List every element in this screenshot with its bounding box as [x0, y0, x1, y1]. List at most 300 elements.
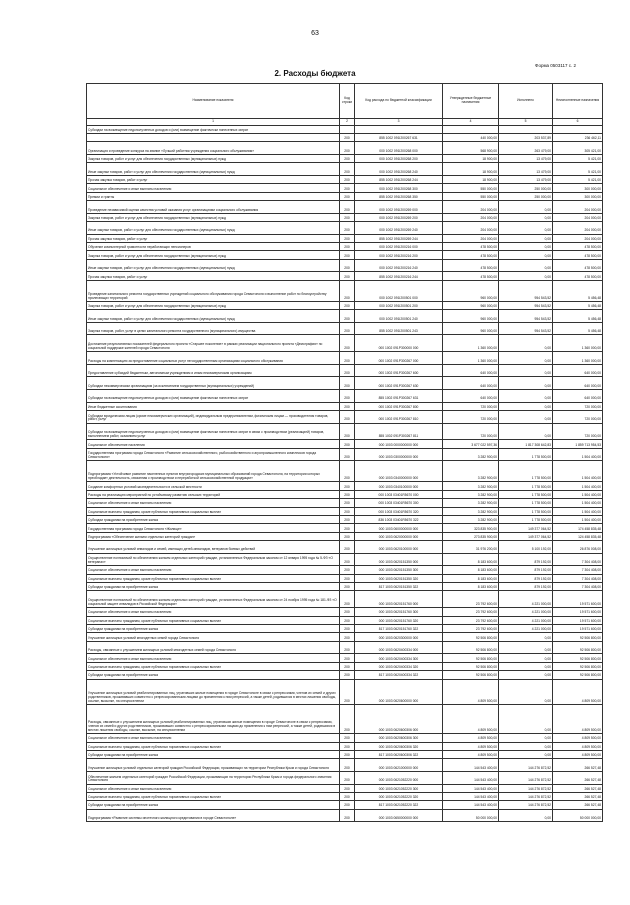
budget-class-code: 000 1003 0300000000 000 — [355, 448, 443, 461]
table-row — [87, 633, 603, 641]
row-name: Субсидии гражданам на приобретение жилья — [87, 801, 340, 809]
table-row — [87, 142, 603, 155]
row-name: Субсидии на возмещение недополученных доходов и (или) возмещение фактически понесенных затрат в связи с производством (реализацией) товаров, выполнением работ, оказанием услуг — [87, 423, 340, 440]
table-row — [87, 133, 603, 141]
executed-amount: 879 192,00 — [499, 574, 553, 582]
row-code: 200 — [340, 280, 355, 301]
executed-amount: 0,00 — [499, 662, 553, 670]
executed-amount: 149 377 064,52 — [499, 524, 553, 532]
table-row — [87, 175, 603, 183]
executed-amount: 4 221 000,00 — [499, 608, 553, 616]
budget-class-code: 855 1002 091P300267 631 — [355, 389, 443, 402]
budget-class-code: 000 1002 091I200269 200 — [355, 213, 443, 221]
row-code: 200 — [340, 671, 355, 679]
approved-amount: 960 000,00 — [443, 322, 499, 335]
table-row — [87, 608, 603, 616]
row-code: 200 — [340, 541, 355, 554]
table-row — [87, 784, 603, 792]
table-row — [87, 750, 603, 758]
approved-amount: 3 282 900,00 — [443, 507, 499, 515]
unexecuted-amount: 1 504 400,00 — [553, 490, 603, 498]
header-unexecuted: Неисполненные назначения — [553, 84, 603, 119]
executed-amount: 0,00 — [499, 734, 553, 742]
unexecuted-amount: 1 504 400,00 — [553, 448, 603, 461]
approved-amount: 4 809 500,00 — [443, 679, 499, 704]
budget-class-code: 000 1003 0620151350 300 — [355, 566, 443, 574]
executed-amount: 4 221 000,00 — [499, 625, 553, 633]
table-row — [87, 662, 603, 670]
row-name: Улучшение жилищных условий реабилитированных лиц, утративших жилые помещения в городе Севастополе в связи с репрессиями, членов их семей и других родственников, проживавших совместно с репрессированными лицами до применения к ним репрессий, а также детей, родившихся в местах лишения свободы, ссылке, высылке, на спецпоселении — [87, 679, 340, 704]
row-name: Улучшение жилищных условий отдельных категорий граждан Российской Федерации, проживающих на территории Республики Крым и города Севастополя — [87, 759, 340, 772]
unexecuted-amount: 7 304 408,00 — [553, 553, 603, 566]
executed-amount: 4 221 000,00 — [499, 616, 553, 624]
row-code: 200 — [340, 641, 355, 654]
row-code: 200 — [340, 175, 355, 183]
row-code: 200 — [340, 301, 355, 309]
approved-amount: 18 900,00 — [443, 154, 499, 162]
row-name: Субсидии на возмещение недополученных доходов и (или) возмещение фактически понесенных затрат — [87, 389, 340, 402]
unexecuted-amount: 204 000,00 — [553, 213, 603, 221]
unexecuted-amount: 478 500,00 — [553, 243, 603, 251]
row-code: 200 — [340, 566, 355, 574]
unexecuted-amount: 1 360 000,00 — [553, 335, 603, 352]
table-row — [87, 125, 603, 133]
row-name: Социальное обеспечение населения — [87, 440, 340, 448]
approved-amount: 144 543 400,00 — [443, 801, 499, 809]
row-name: Обеспечение жильем отдельных категорий граждан Российской Федерации, проживающих на территории Республики Крым и города федерального значения Севастополя — [87, 771, 340, 784]
unexecuted-amount: 266 527,48 — [553, 784, 603, 792]
row-code: 200 — [340, 662, 355, 670]
table-row — [87, 377, 603, 390]
unexecuted-amount: 124 458 835,48 — [553, 532, 603, 540]
row-name: Социальное обеспечение и иные выплаты населению — [87, 184, 340, 192]
budget-class-code: 000 1003 0621000000 000 — [355, 759, 443, 772]
approved-amount: 3 677 022 597,36 — [443, 440, 499, 448]
table-row — [87, 532, 603, 540]
executed-amount: 0,00 — [499, 402, 553, 410]
table-row — [87, 272, 603, 280]
row-name: Социальное обеспечение и иные выплаты населению — [87, 608, 340, 616]
approved-amount: 8 183 600,00 — [443, 574, 499, 582]
unexecuted-amount: 478 500,00 — [553, 251, 603, 259]
approved-amount: 92 506 800,00 — [443, 654, 499, 662]
row-name: Субсидии юридическим лицам (кроме некоммерческих организаций), индивидуальным предпринимателям, физическим лицам — производителям товаров, работ, услуг — [87, 410, 340, 423]
row-name: Иные закупки товаров, работ и услуг для обеспечения государственных (муниципальных) нужд — [87, 163, 340, 176]
row-name: Прочая закупка товаров, работ и услуг — [87, 272, 340, 280]
executed-amount: 144 276 872,52 — [499, 759, 553, 772]
executed-amount: 144 276 872,52 — [499, 801, 553, 809]
budget-class-code: 000 1002 091I200268 000 — [355, 142, 443, 155]
row-name: Проведение независимой оценки качества условий оказания услуг организациями социального обслуживания — [87, 201, 340, 214]
executed-amount: 0,00 — [499, 272, 553, 280]
approved-amount: 50 000 000,00 — [443, 809, 499, 822]
approved-amount: 550 000,00 — [443, 192, 499, 200]
unexecuted-amount: 1 504 400,00 — [553, 461, 603, 482]
executed-amount: 1 778 500,00 — [499, 515, 553, 523]
budget-class-code: 000 1003 0620400334 320 — [355, 662, 443, 670]
budget-class-code: 817 1003 0620151350 322 — [355, 583, 443, 591]
executed-amount: 0,00 — [499, 213, 553, 221]
table-row — [87, 507, 603, 515]
unexecuted-amount: 5 456,48 — [553, 301, 603, 309]
row-code: 200 — [340, 759, 355, 772]
unexecuted-amount: 7 304 408,00 — [553, 574, 603, 582]
approved-amount: 204 000,00 — [443, 201, 499, 214]
table-row — [87, 771, 603, 784]
executed-amount: 0,00 — [499, 654, 553, 662]
table-row — [87, 163, 603, 176]
row-code: 200 — [340, 704, 355, 733]
unexecuted-amount: 92 506 800,00 — [553, 641, 603, 654]
budget-class-code: 000 1003 0620300000 000 — [355, 633, 443, 641]
row-code: 200 — [340, 234, 355, 242]
executed-amount: 0,00 — [499, 750, 553, 758]
table-row — [87, 243, 603, 251]
row-name: Обучение компьютерной грамотности неработающих пенсионеров — [87, 243, 340, 251]
row-code: 200 — [340, 423, 355, 440]
approved-amount: 640 000,00 — [443, 377, 499, 390]
executed-amount: 0,00 — [499, 809, 553, 822]
executed-amount: 149 377 064,52 — [499, 532, 553, 540]
budget-class-code: 000 1002 091I200268 200 — [355, 154, 443, 162]
unexecuted-amount: 1 360 000,00 — [553, 352, 603, 365]
approved-amount: 478 500,00 — [443, 259, 499, 272]
page-number: 63 — [311, 30, 319, 37]
budget-class-code: 000 1003 0620600306 320 — [355, 742, 443, 750]
approved-amount: 31 976 200,00 — [443, 541, 499, 554]
row-name — [87, 133, 340, 141]
section-title: 2. Расходы бюджета — [274, 69, 356, 78]
row-code: 200 — [340, 222, 355, 235]
table-row — [87, 490, 603, 498]
budget-class-code: 000 1002 091I200268 240 — [355, 163, 443, 176]
executed-amount: 954 543,52 — [499, 310, 553, 323]
row-code: 200 — [340, 801, 355, 809]
approved-amount: 3 282 900,00 — [443, 515, 499, 523]
table-row — [87, 440, 603, 448]
row-name: Социальное обеспечение и иные выплаты населению — [87, 784, 340, 792]
table-row — [87, 574, 603, 582]
row-code: 200 — [340, 784, 355, 792]
table-row — [87, 583, 603, 591]
executed-amount: 879 192,00 — [499, 553, 553, 566]
unexecuted-amount: 92 506 800,00 — [553, 654, 603, 662]
approved-amount: 3 282 900,00 — [443, 448, 499, 461]
executed-amount: 1 778 500,00 — [499, 482, 553, 490]
executed-amount: 1 817 308 642,83 — [499, 440, 553, 448]
row-code: 200 — [340, 583, 355, 591]
unexecuted-amount: 640 000,00 — [553, 377, 603, 390]
row-code: 200 — [340, 154, 355, 162]
table-row — [87, 154, 603, 162]
unexecuted-amount: 478 500,00 — [553, 272, 603, 280]
approved-amount: 8 183 600,00 — [443, 583, 499, 591]
executed-amount: 13 479,00 — [499, 154, 553, 162]
budget-class-code: 855 1002 091I200268 244 — [355, 175, 443, 183]
budget-class-code: 000 1003 0620600000 000 — [355, 679, 443, 704]
unexecuted-amount: 1 859 713 954,53 — [553, 440, 603, 448]
unexecuted-amount: 204 000,00 — [553, 234, 603, 242]
executed-amount: 0,00 — [499, 234, 553, 242]
budget-class-code: 000 1002 091I200501 000 — [355, 280, 443, 301]
row-name: Расходы на компенсацию за предоставление социальных услуг негосударственным организациям социального обслуживания — [87, 352, 340, 365]
budget-class-code: 000 1003 0621052220 320 — [355, 792, 443, 800]
row-name: Социальное обеспечение и иные выплаты населению — [87, 654, 340, 662]
approved-amount: 23 792 600,00 — [443, 608, 499, 616]
unexecuted-amount: 92 506 800,00 — [553, 662, 603, 670]
table-row — [87, 809, 603, 822]
approved-amount: 720 000,00 — [443, 402, 499, 410]
unexecuted-amount: 50 000 000,00 — [553, 809, 603, 822]
budget-class-code: 000 1002 091P300267 630 — [355, 377, 443, 390]
budget-class-code: 000 1002 091I200269 000 — [355, 201, 443, 214]
executed-amount: 0,00 — [499, 704, 553, 733]
approved-amount: 204 000,00 — [443, 213, 499, 221]
executed-amount: 250 000,00 — [499, 192, 553, 200]
row-code: 200 — [340, 213, 355, 221]
table-row — [87, 251, 603, 259]
unexecuted-amount: 266 527,48 — [553, 792, 603, 800]
approved-amount: 23 792 600,00 — [443, 591, 499, 608]
approved-amount: 144 543 400,00 — [443, 792, 499, 800]
approved-amount: 4 809 500,00 — [443, 734, 499, 742]
unexecuted-amount: 204 000,00 — [553, 222, 603, 235]
row-code: 200 — [340, 410, 355, 423]
approved-amount: 144 543 400,00 — [443, 759, 499, 772]
executed-amount: 1 778 500,00 — [499, 448, 553, 461]
table-row — [87, 322, 603, 335]
table-row — [87, 625, 603, 633]
unexecuted-amount: 4 809 500,00 — [553, 734, 603, 742]
unexecuted-amount: 1 504 400,00 — [553, 499, 603, 507]
table-row — [87, 566, 603, 574]
row-name: Государственная программа города Севастополя «Жилище» — [87, 524, 340, 532]
unexecuted-amount: 92 506 800,00 — [553, 633, 603, 641]
unexecuted-amount: 204 000,00 — [553, 201, 603, 214]
row-name: Иные закупки товаров, работ и услуг для обеспечения государственных (муниципальных) нужд — [87, 310, 340, 323]
row-code: 200 — [340, 310, 355, 323]
row-name: Проведение капитального ремонта государственных учреждений социального обслуживания города Севастополя и выполнение работ по благоустройству прилегающих территорий — [87, 280, 340, 301]
row-name: Создание комфортных условий жизнедеятельности в сельской местности — [87, 482, 340, 490]
row-name: Премии и гранты — [87, 192, 340, 200]
row-code: 200 — [340, 742, 355, 750]
executed-amount: 144 276 872,52 — [499, 771, 553, 784]
budget-class-code: 000 1003 0621052220 000 — [355, 771, 443, 784]
header-class-code: Код расхода по бюджетной классификации — [355, 84, 443, 119]
table-row — [87, 499, 603, 507]
row-name: Иные закупки товаров, работ и услуг для обеспечения государственных (муниципальных) нужд — [87, 259, 340, 272]
executed-amount: 203 537,89 — [499, 133, 553, 141]
unexecuted-amount: 266 527,48 — [553, 801, 603, 809]
row-name: Предоставление субсидий бюджетным, автономным учреждениям и иным некоммерческим организациям — [87, 364, 340, 377]
budget-class-code: 000 1003 03401R5670 320 — [355, 507, 443, 515]
row-code: 200 — [340, 461, 355, 482]
budget-class-code: 000 1003 0620151760 000 — [355, 591, 443, 608]
row-code: 200 — [340, 163, 355, 176]
budget-class-code — [355, 125, 443, 133]
budget-class-code: 836 1003 03401R5670 322 — [355, 515, 443, 523]
executed-amount: 5 100 192,00 — [499, 541, 553, 554]
table-row — [87, 616, 603, 624]
form-code: Форма 0503117 с. 2 — [535, 63, 576, 68]
row-name: Субсидии гражданам на приобретение жилья — [87, 625, 340, 633]
row-code: 200 — [340, 591, 355, 608]
table-row — [87, 792, 603, 800]
approved-amount: 440 000,00 — [443, 133, 499, 141]
executed-amount: 0,00 — [499, 222, 553, 235]
table-row — [87, 553, 603, 566]
row-name: Иные бюджетные ассигнования — [87, 402, 340, 410]
row-name: Иные закупки товаров, работ и услуг для обеспечения государственных (муниципальных) нужд — [87, 222, 340, 235]
executed-amount: 144 276 872,52 — [499, 792, 553, 800]
unexecuted-amount: 5 421,00 — [553, 163, 603, 176]
table-row — [87, 280, 603, 301]
budget-class-code: 817 1003 0620400334 322 — [355, 671, 443, 679]
budget-class-code: 000 1003 0620151350 000 — [355, 553, 443, 566]
table-row — [87, 482, 603, 490]
unexecuted-amount: 720 000,00 — [553, 423, 603, 440]
table-row — [87, 222, 603, 235]
row-name: Субсидии на возмещение недополученных доходов и (или) возмещение фактически понесенных затрат — [87, 125, 340, 133]
table-row — [87, 301, 603, 309]
table-row — [87, 259, 603, 272]
approved-amount: 273 835 900,00 — [443, 532, 499, 540]
executed-amount: 263 479,00 — [499, 142, 553, 155]
executed-amount: 0,00 — [499, 377, 553, 390]
row-code: 200 — [340, 259, 355, 272]
row-code: 200 — [340, 322, 355, 335]
executed-amount: 0,00 — [499, 335, 553, 352]
budget-class-code: 000 1002 091I200216 240 — [355, 259, 443, 272]
executed-amount: 1 778 500,00 — [499, 461, 553, 482]
table-row — [87, 641, 603, 654]
row-name: Социальные выплаты гражданам, кроме публичных нормативных социальных выплат — [87, 507, 340, 515]
row-code: 200 — [340, 133, 355, 141]
table-row — [87, 335, 603, 352]
budget-class-code: 000 1003 0620000000 000 — [355, 532, 443, 540]
row-code: 200 — [340, 532, 355, 540]
executed-amount: 0,00 — [499, 410, 553, 423]
approved-amount: 1 360 000,00 — [443, 335, 499, 352]
executed-amount: 0,00 — [499, 679, 553, 704]
row-code: 200 — [340, 771, 355, 784]
executed-amount: 0,00 — [499, 641, 553, 654]
budget-class-code: 000 1003 0620600306 000 — [355, 704, 443, 733]
row-code: 200 — [340, 679, 355, 704]
table-row — [87, 801, 603, 809]
row-name: Социальные выплаты гражданам, кроме публичных нормативных социальных выплат — [87, 742, 340, 750]
row-code: 200 — [340, 515, 355, 523]
row-code: 200 — [340, 335, 355, 352]
row-code: 200 — [340, 251, 355, 259]
unexecuted-amount: 19 571 600,00 — [553, 608, 603, 616]
budget-class-code: 000 1003 0340100000 000 — [355, 482, 443, 490]
table-row — [87, 402, 603, 410]
executed-amount: 0,00 — [499, 352, 553, 365]
approved-amount: 640 000,00 — [443, 389, 499, 402]
approved-amount: 3 282 900,00 — [443, 499, 499, 507]
budget-class-code: 000 1002 091P300267 810 — [355, 410, 443, 423]
executed-amount: 1 778 500,00 — [499, 499, 553, 507]
budget-class-code: 000 1003 0620400334 300 — [355, 654, 443, 662]
budget-class-code: 000 1003 0620151350 320 — [355, 574, 443, 582]
row-code: 200 — [340, 792, 355, 800]
executed-amount: 0,00 — [499, 364, 553, 377]
row-name: Подпрограмма «Развитие системы ипотечного жилищного кредитования в городе Севастополе» — [87, 809, 340, 822]
row-code: 200 — [340, 734, 355, 742]
budget-class-code: 000 1003 03401R5670 300 — [355, 499, 443, 507]
unexecuted-amount: 300 000,00 — [553, 192, 603, 200]
budget-class-code: 000 1003 0620400334 000 — [355, 641, 443, 654]
row-name: Осуществление полномочий по обеспечению жильем отдельных категорий граждан, установленных Федеральным законом от 24 ноября 1995 года № 181-ФЗ «О социальной защите инвалидов в Российской Федерации» — [87, 591, 340, 608]
table-row — [87, 742, 603, 750]
budget-class-code: 000 1003 0000000000 000 — [355, 440, 443, 448]
executed-amount: 0,00 — [499, 633, 553, 641]
approved-amount: 568 900,00 — [443, 142, 499, 155]
executed-amount: 0,00 — [499, 423, 553, 440]
table-row — [87, 671, 603, 679]
executed-amount: 13 479,00 — [499, 175, 553, 183]
table-row — [87, 213, 603, 221]
budget-class-code: 817 1003 0620600306 322 — [355, 750, 443, 758]
approved-amount: 8 183 600,00 — [443, 566, 499, 574]
budget-class-code: 000 1003 0620151760 300 — [355, 608, 443, 616]
executed-amount: 0,00 — [499, 251, 553, 259]
row-name: Достижение результативных показателей федерального проекта «Старшее поколение» в рамках реализации национального проекта «Демография» по социальной поддержке жителей города Севастополя — [87, 335, 340, 352]
row-code: 200 — [340, 524, 355, 532]
executed-amount: 4 221 000,00 — [499, 591, 553, 608]
approved-amount: 92 506 800,00 — [443, 662, 499, 670]
column-number-row — [87, 118, 603, 125]
column-number: 3 — [355, 118, 443, 125]
row-name: Улучшение жилищных условий инвалидов и семей, имеющих детей-инвалидов, ветеранов боевых действий — [87, 541, 340, 554]
approved-amount: 960 000,00 — [443, 280, 499, 301]
table-row — [87, 364, 603, 377]
unexecuted-amount: 1 504 400,00 — [553, 482, 603, 490]
row-name: Закупка товаров, работ и услуг для обеспечения государственных (муниципальных) нужд — [87, 213, 340, 221]
row-code — [340, 125, 355, 133]
executed-amount: 1 778 500,00 — [499, 490, 553, 498]
table-row — [87, 389, 603, 402]
unexecuted-amount: 5 421,00 — [553, 175, 603, 183]
row-name: Государственная программа города Севастополя «Развитие сельскохозяйственного, рыбохозяйственного и агропромышленного комплексов города Севастополя» — [87, 448, 340, 461]
row-name: Закупка товаров, работ, услуг в целях капитального ремонта государственного (муниципального) имущества — [87, 322, 340, 335]
unexecuted-amount: 5 421,00 — [553, 154, 603, 162]
row-code: 200 — [340, 364, 355, 377]
executed-amount: 0,00 — [499, 201, 553, 214]
table-row — [87, 591, 603, 608]
executed-amount: 0,00 — [499, 389, 553, 402]
table-row — [87, 201, 603, 214]
approved-amount: 4 809 500,00 — [443, 704, 499, 733]
unexecuted-amount: 266 527,48 — [553, 759, 603, 772]
table-row — [87, 515, 603, 523]
approved-amount: 960 000,00 — [443, 310, 499, 323]
approved-amount: 144 543 400,00 — [443, 771, 499, 784]
unexecuted-amount: 4 809 500,00 — [553, 742, 603, 750]
row-name: Социальные выплаты гражданам, кроме публичных нормативных социальных выплат — [87, 616, 340, 624]
row-name: Закупка товаров, работ и услуг для обеспечения государственных (муниципальных) нужд — [87, 251, 340, 259]
budget-class-code: 000 1003 0620151760 320 — [355, 616, 443, 624]
executed-amount: 954 543,52 — [499, 280, 553, 301]
unexecuted-amount: 478 500,00 — [553, 259, 603, 272]
row-code: 200 — [340, 142, 355, 155]
unexecuted-amount: 5 456,48 — [553, 280, 603, 301]
row-code: 200 — [340, 192, 355, 200]
table-row — [87, 234, 603, 242]
approved-amount: 960 000,00 — [443, 301, 499, 309]
unexecuted-amount: 5 456,48 — [553, 322, 603, 335]
